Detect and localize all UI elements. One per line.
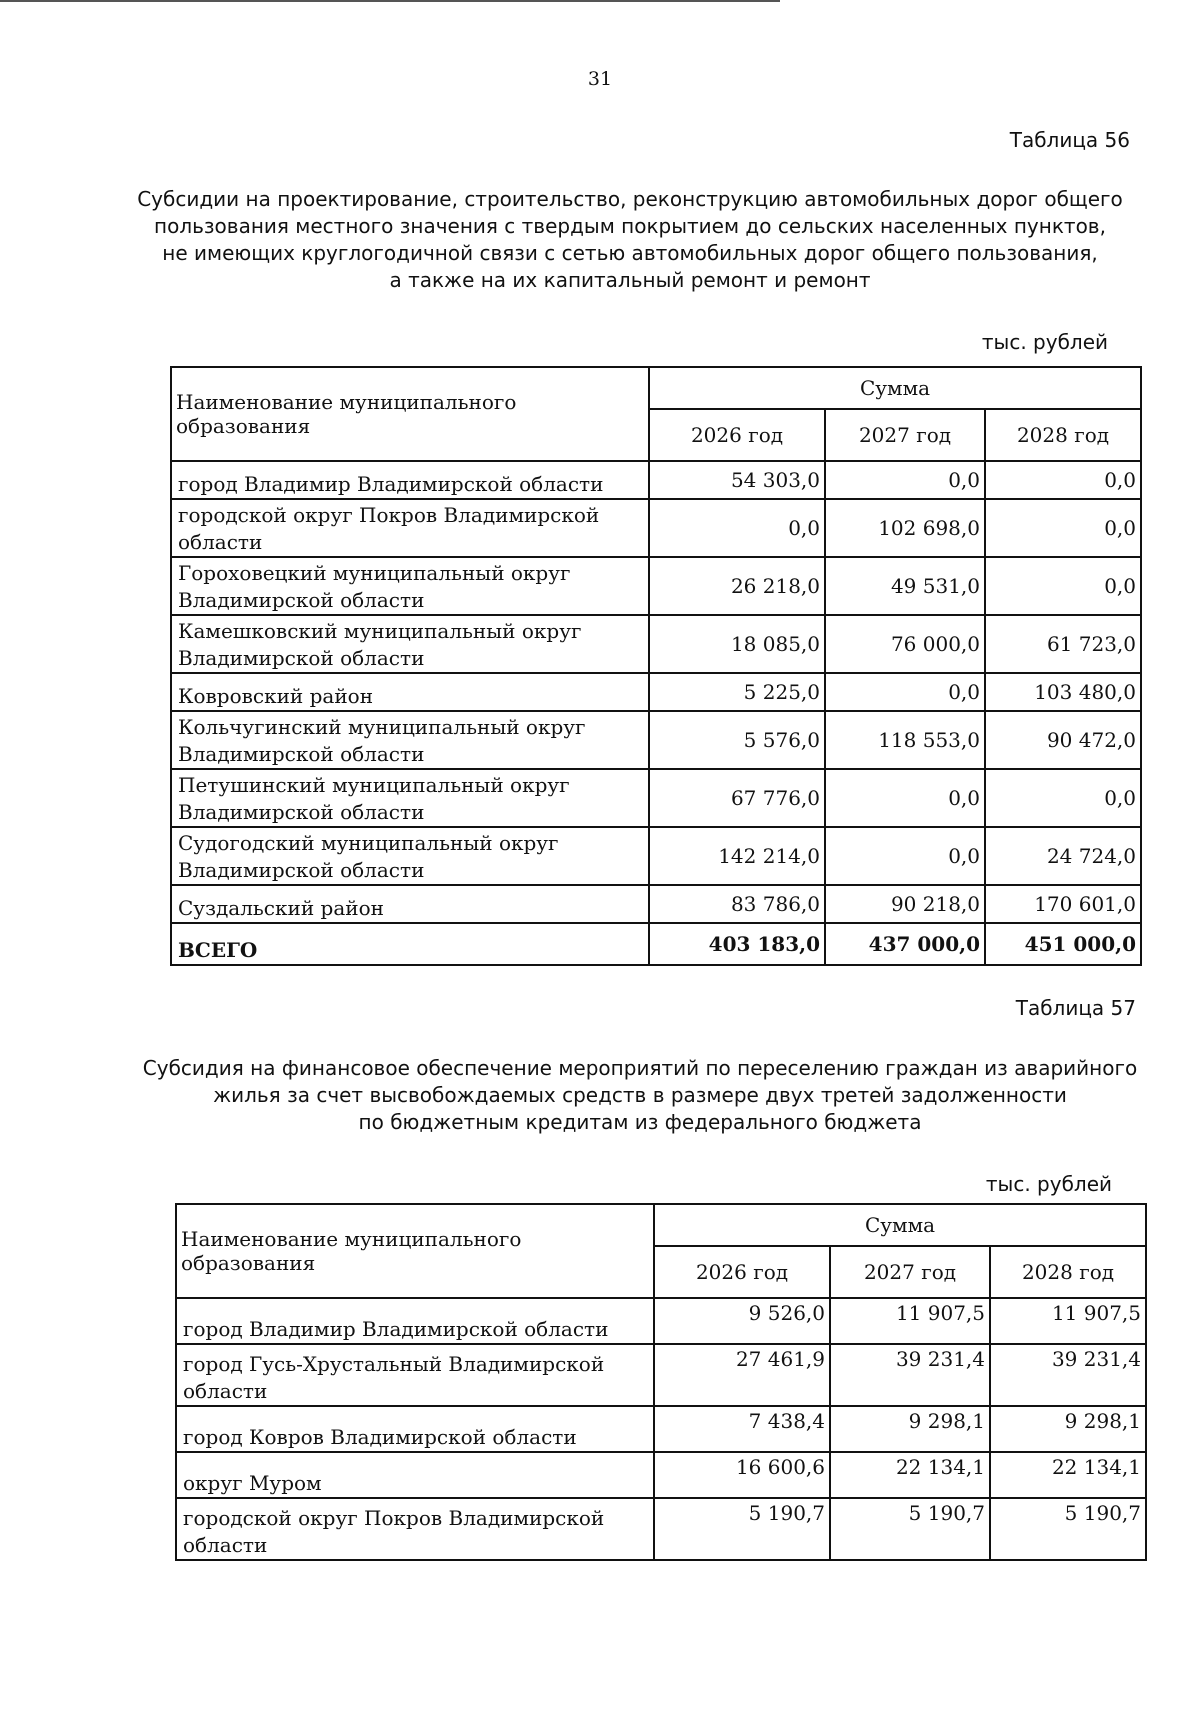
header-year-2026: 2026 год xyxy=(654,1246,830,1298)
table-row xyxy=(171,885,1141,923)
amount-cell: 0,0 xyxy=(985,557,1141,615)
total-row xyxy=(171,923,1141,965)
table-row xyxy=(171,711,1141,769)
table-row xyxy=(171,769,1141,827)
title-line: пользования местного значения с твердым покрытием до сельских населенных пунктов, xyxy=(154,214,1106,238)
amount-cell: 0,0 xyxy=(985,769,1141,827)
amount-cell: 9 298,1 xyxy=(990,1406,1146,1452)
amount-cell: 22 134,1 xyxy=(990,1452,1146,1498)
title-line: жилья за счет высвобождаемых средств в размере двух третей задолженности xyxy=(213,1083,1067,1107)
amount-cell: 0,0 xyxy=(825,673,985,711)
header-sum: Сумма xyxy=(649,367,1141,409)
amount-cell: 9 526,0 xyxy=(654,1298,830,1344)
table-row xyxy=(171,461,1141,499)
table-row xyxy=(176,1298,1146,1344)
table-56-body xyxy=(171,461,1141,965)
header-year-2027: 2027 год xyxy=(830,1246,990,1298)
total-amount: 403 183,0 xyxy=(649,923,825,965)
amount-cell: 83 786,0 xyxy=(649,885,825,923)
municipality-name: Ковровский район xyxy=(171,673,649,711)
amount-cell: 0,0 xyxy=(825,461,985,499)
table-row xyxy=(171,499,1141,557)
amount-cell: 11 907,5 xyxy=(990,1298,1146,1344)
amount-cell: 102 698,0 xyxy=(825,499,985,557)
amount-cell: 76 000,0 xyxy=(825,615,985,673)
header-year-2028: 2028 год xyxy=(985,409,1141,461)
header-name: Наименование муниципального образования xyxy=(171,367,649,461)
amount-cell: 5 576,0 xyxy=(649,711,825,769)
municipality-name: Судогодский муниципальный округ Владимирской области xyxy=(171,827,649,885)
table-57-title xyxy=(140,1055,1140,1136)
amount-cell: 90 472,0 xyxy=(985,711,1141,769)
total-amount: 437 000,0 xyxy=(825,923,985,965)
amount-cell: 0,0 xyxy=(825,827,985,885)
amount-cell: 39 231,4 xyxy=(830,1344,990,1406)
scan-edge-line xyxy=(0,0,780,2)
amount-cell: 5 190,7 xyxy=(830,1498,990,1560)
amount-cell: 24 724,0 xyxy=(985,827,1141,885)
table-row xyxy=(176,1452,1146,1498)
table-57 xyxy=(175,1203,1147,1561)
amount-cell: 16 600,6 xyxy=(654,1452,830,1498)
municipality-name: городской округ Покров Владимирской области xyxy=(171,499,649,557)
amount-cell: 0,0 xyxy=(985,461,1141,499)
amount-cell: 11 907,5 xyxy=(830,1298,990,1344)
header-year-2028: 2028 год xyxy=(990,1246,1146,1298)
total-amount: 451 000,0 xyxy=(985,923,1141,965)
table-row xyxy=(171,827,1141,885)
title-line: по бюджетным кредитам из федерального бюджета xyxy=(358,1110,922,1134)
municipality-name: город Ковров Владимирской области xyxy=(176,1406,654,1452)
amount-cell: 0,0 xyxy=(649,499,825,557)
amount-cell: 39 231,4 xyxy=(990,1344,1146,1406)
municipality-name: Камешковский муниципальный округ Владимирской области xyxy=(171,615,649,673)
table-57-units: тыс. рублей xyxy=(985,1172,1112,1196)
table-row xyxy=(171,673,1141,711)
amount-cell: 9 298,1 xyxy=(830,1406,990,1452)
table-row xyxy=(171,615,1141,673)
table-57-body xyxy=(176,1298,1146,1560)
amount-cell: 103 480,0 xyxy=(985,673,1141,711)
amount-cell: 22 134,1 xyxy=(830,1452,990,1498)
amount-cell: 18 085,0 xyxy=(649,615,825,673)
amount-cell: 67 776,0 xyxy=(649,769,825,827)
municipality-name: город Гусь-Хрустальный Владимирской области xyxy=(176,1344,654,1406)
amount-cell: 27 461,9 xyxy=(654,1344,830,1406)
amount-cell: 0,0 xyxy=(825,769,985,827)
amount-cell: 5 190,7 xyxy=(990,1498,1146,1560)
title-line: Субсидия на финансовое обеспечение мероприятий по переселению граждан из аварийного xyxy=(142,1056,1138,1080)
table-56-units: тыс. рублей xyxy=(981,330,1108,354)
header-year-2026: 2026 год xyxy=(649,409,825,461)
table-56 xyxy=(170,366,1142,966)
municipality-name: Кольчугинский муниципальный округ Владимирской области xyxy=(171,711,649,769)
table-56-label: Таблица 56 xyxy=(1009,128,1130,152)
municipality-name: Петушинский муниципальный округ Владимирской области xyxy=(171,769,649,827)
table-row xyxy=(176,1406,1146,1452)
title-line: Субсидии на проектирование, строительство, реконструкцию автомобильных дорог общего xyxy=(137,187,1123,211)
table-row xyxy=(176,1498,1146,1560)
municipality-name: город Владимир Владимирской области xyxy=(176,1298,654,1344)
amount-cell: 26 218,0 xyxy=(649,557,825,615)
total-label: ВСЕГО xyxy=(171,923,649,965)
title-line: не имеющих круглогодичной связи с сетью автомобильных дорог общего пользования, xyxy=(162,241,1098,265)
header-year-2027: 2027 год xyxy=(825,409,985,461)
page-number: 31 xyxy=(587,68,613,90)
amount-cell: 7 438,4 xyxy=(654,1406,830,1452)
municipality-name: городской округ Покров Владимирской области xyxy=(176,1498,654,1560)
table-row xyxy=(171,557,1141,615)
amount-cell: 61 723,0 xyxy=(985,615,1141,673)
table-56-title xyxy=(130,186,1130,294)
municipality-name: Суздальский район xyxy=(171,885,649,923)
amount-cell: 170 601,0 xyxy=(985,885,1141,923)
amount-cell: 49 531,0 xyxy=(825,557,985,615)
title-line: а также на их капитальный ремонт и ремонт xyxy=(389,268,871,292)
header-name: Наименование муниципального образования xyxy=(176,1204,654,1298)
header-sum: Сумма xyxy=(654,1204,1146,1246)
amount-cell: 0,0 xyxy=(985,499,1141,557)
table-57-label: Таблица 57 xyxy=(1015,996,1136,1020)
amount-cell: 54 303,0 xyxy=(649,461,825,499)
municipality-name: Гороховецкий муниципальный округ Владимирской области xyxy=(171,557,649,615)
municipality-name: город Владимир Владимирской области xyxy=(171,461,649,499)
amount-cell: 5 190,7 xyxy=(654,1498,830,1560)
amount-cell: 118 553,0 xyxy=(825,711,985,769)
amount-cell: 90 218,0 xyxy=(825,885,985,923)
amount-cell: 142 214,0 xyxy=(649,827,825,885)
municipality-name: округ Муром xyxy=(176,1452,654,1498)
amount-cell: 5 225,0 xyxy=(649,673,825,711)
table-row xyxy=(176,1344,1146,1406)
